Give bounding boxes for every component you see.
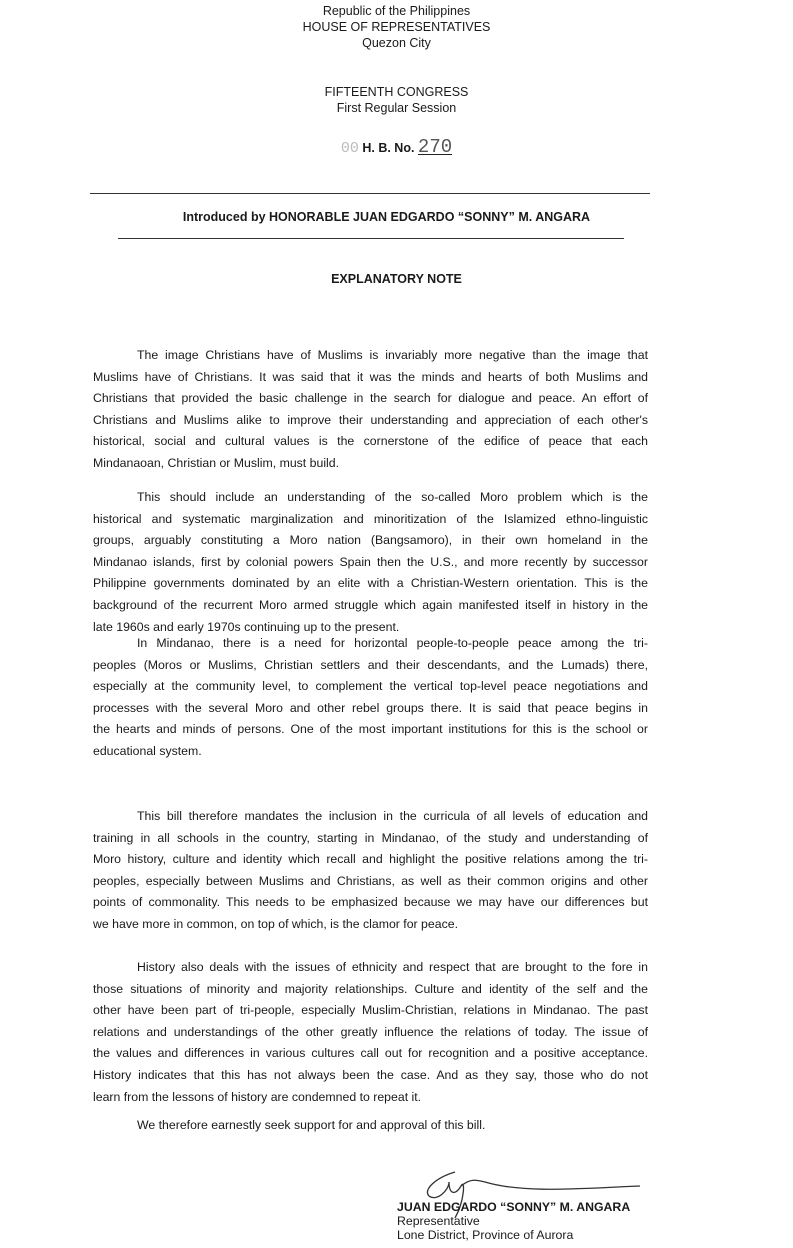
text-line: relations and understandings of the other greatly influence the relations of today. The issue of	[93, 1024, 648, 1039]
text-line: late 1960s and early 1970s continuing up to the present.	[93, 619, 400, 634]
text-line: History also deals with the issues of ethnicity and respect that are brought to the fore in	[137, 960, 648, 974]
paragraph-2	[93, 487, 648, 638]
text-line: especially at the community level, to complement the vertical top-level peace negotiations and	[93, 679, 648, 694]
text-line: we have more in common, on top of which, is the clamor for peace.	[93, 916, 458, 931]
signatory-name: JUAN EDGARDO “SONNY” M. ANGARA	[397, 1200, 631, 1214]
divider-top	[90, 193, 650, 194]
text-line: peoples, especially between Muslims and Christians, as well as their common origins and other	[93, 873, 648, 888]
letterhead	[0, 3, 793, 51]
session-line: First Regular Session	[336, 101, 457, 115]
congress-block	[0, 84, 793, 116]
text-line: Philippine governments dominated by an elite with a Christian-Western orientation. This is the	[93, 576, 648, 591]
text-line: the hearts and minds of persons. One of the most important institutions for this is the school or	[93, 722, 648, 737]
bill-number: 270	[417, 136, 453, 158]
text-line: training in all schools in the country, starting in Mindanao, of the study and understanding of	[93, 830, 648, 845]
text-line: Christians and Muslims alike to improve their understanding and appreciation of each other's	[93, 412, 648, 427]
text-line: History indicates that this has not always been the case. And as they say, those who do not	[93, 1067, 648, 1082]
text-line: peoples (Moros or Muslims, Christian settlers and their descendants, and the Lumads) there,	[93, 657, 648, 672]
text-line: educational system.	[93, 743, 202, 758]
city-line: Quezon City	[362, 36, 431, 50]
text-line: Mindanao islands, first by colonial powers Spain then the U.S., and more recently by successor	[93, 554, 648, 569]
signatory-position: Representative	[397, 1214, 480, 1228]
text-line: processes with the several Moro and other rebel groups there. It is said that peace begins in	[93, 700, 648, 715]
text-line: groups, arguably constituting a Moro nation (Bangsamoro), in their own homeland in the	[93, 533, 648, 548]
signatory-district: Lone District, Province of Aurora	[397, 1228, 574, 1242]
congress-line: FIFTEENTH CONGRESS	[324, 85, 469, 99]
text-line: background of the recurrent Moro armed struggle which again manifested itself in history in the	[93, 597, 648, 612]
text-line: those situations of minority and majority relationships. Culture and identity of the self and the	[93, 981, 648, 996]
text-line: Muslims have of Christians. It was said that it was the minds and hearts of both Muslims and	[93, 369, 648, 384]
text-line: the values and differences in various cultures call out for recognition and a positive acceptance.	[93, 1046, 648, 1061]
bill-number-line	[0, 136, 793, 158]
text-line: This bill therefore mandates the inclusion in the curricula of all levels of education and	[137, 809, 648, 823]
text-line: This should include an understanding of the so-called Moro problem which is the	[137, 490, 648, 504]
introduced-by: Introduced by HONORABLE JUAN EDGARDO “SONNY” M. ANGARA	[182, 210, 591, 224]
text-line: We therefore earnestly seek support for and approval of this bill.	[137, 1118, 486, 1132]
chamber-line: HOUSE OF REPRESENTATIVES	[302, 20, 491, 34]
text-line: historical and systematic marginalization and minoritization of the Islamized ethno-linguistic	[93, 511, 648, 526]
text-line: Moro history, culture and identity which recall and highlight the positive relations among the tri-	[93, 852, 648, 867]
text-line: The image Christians have of Muslims is invariably more negative than the image that	[137, 348, 648, 362]
stamp-prefix: 00	[340, 140, 359, 157]
text-line: In Mindanao, there is a need for horizontal people-to-people peace among the tri-	[137, 636, 648, 650]
paragraph-4	[93, 806, 648, 936]
paragraph-3	[93, 633, 648, 763]
text-line: points of commonality. This needs to be emphasized because we may have our differences but	[93, 895, 648, 910]
text-line: Christians that provided the basic challenge in the search for dialogue and peace. An effort of	[93, 391, 648, 406]
closing-paragraph	[93, 1115, 648, 1137]
paragraph-5	[93, 957, 648, 1108]
document-title: EXPLANATORY NOTE	[331, 272, 462, 286]
text-line: learn from the lessons of history are condemned to repeat it.	[93, 1089, 422, 1104]
divider-bottom	[118, 238, 624, 239]
signature-block	[397, 1200, 630, 1242]
text-line: Mindanaoan, Christian or Muslim, must build.	[93, 455, 340, 470]
country-line: Republic of the Philippines	[322, 4, 471, 18]
text-line: other have been part of tri-people, especially Muslim-Christian, relations in Mindanao. The past	[93, 1003, 648, 1018]
bill-label: H. B. No.	[362, 141, 415, 155]
paragraph-1	[93, 345, 648, 475]
text-line: historical, social and cultural values is the cornerstone of the edifice of peace that each	[93, 434, 648, 449]
